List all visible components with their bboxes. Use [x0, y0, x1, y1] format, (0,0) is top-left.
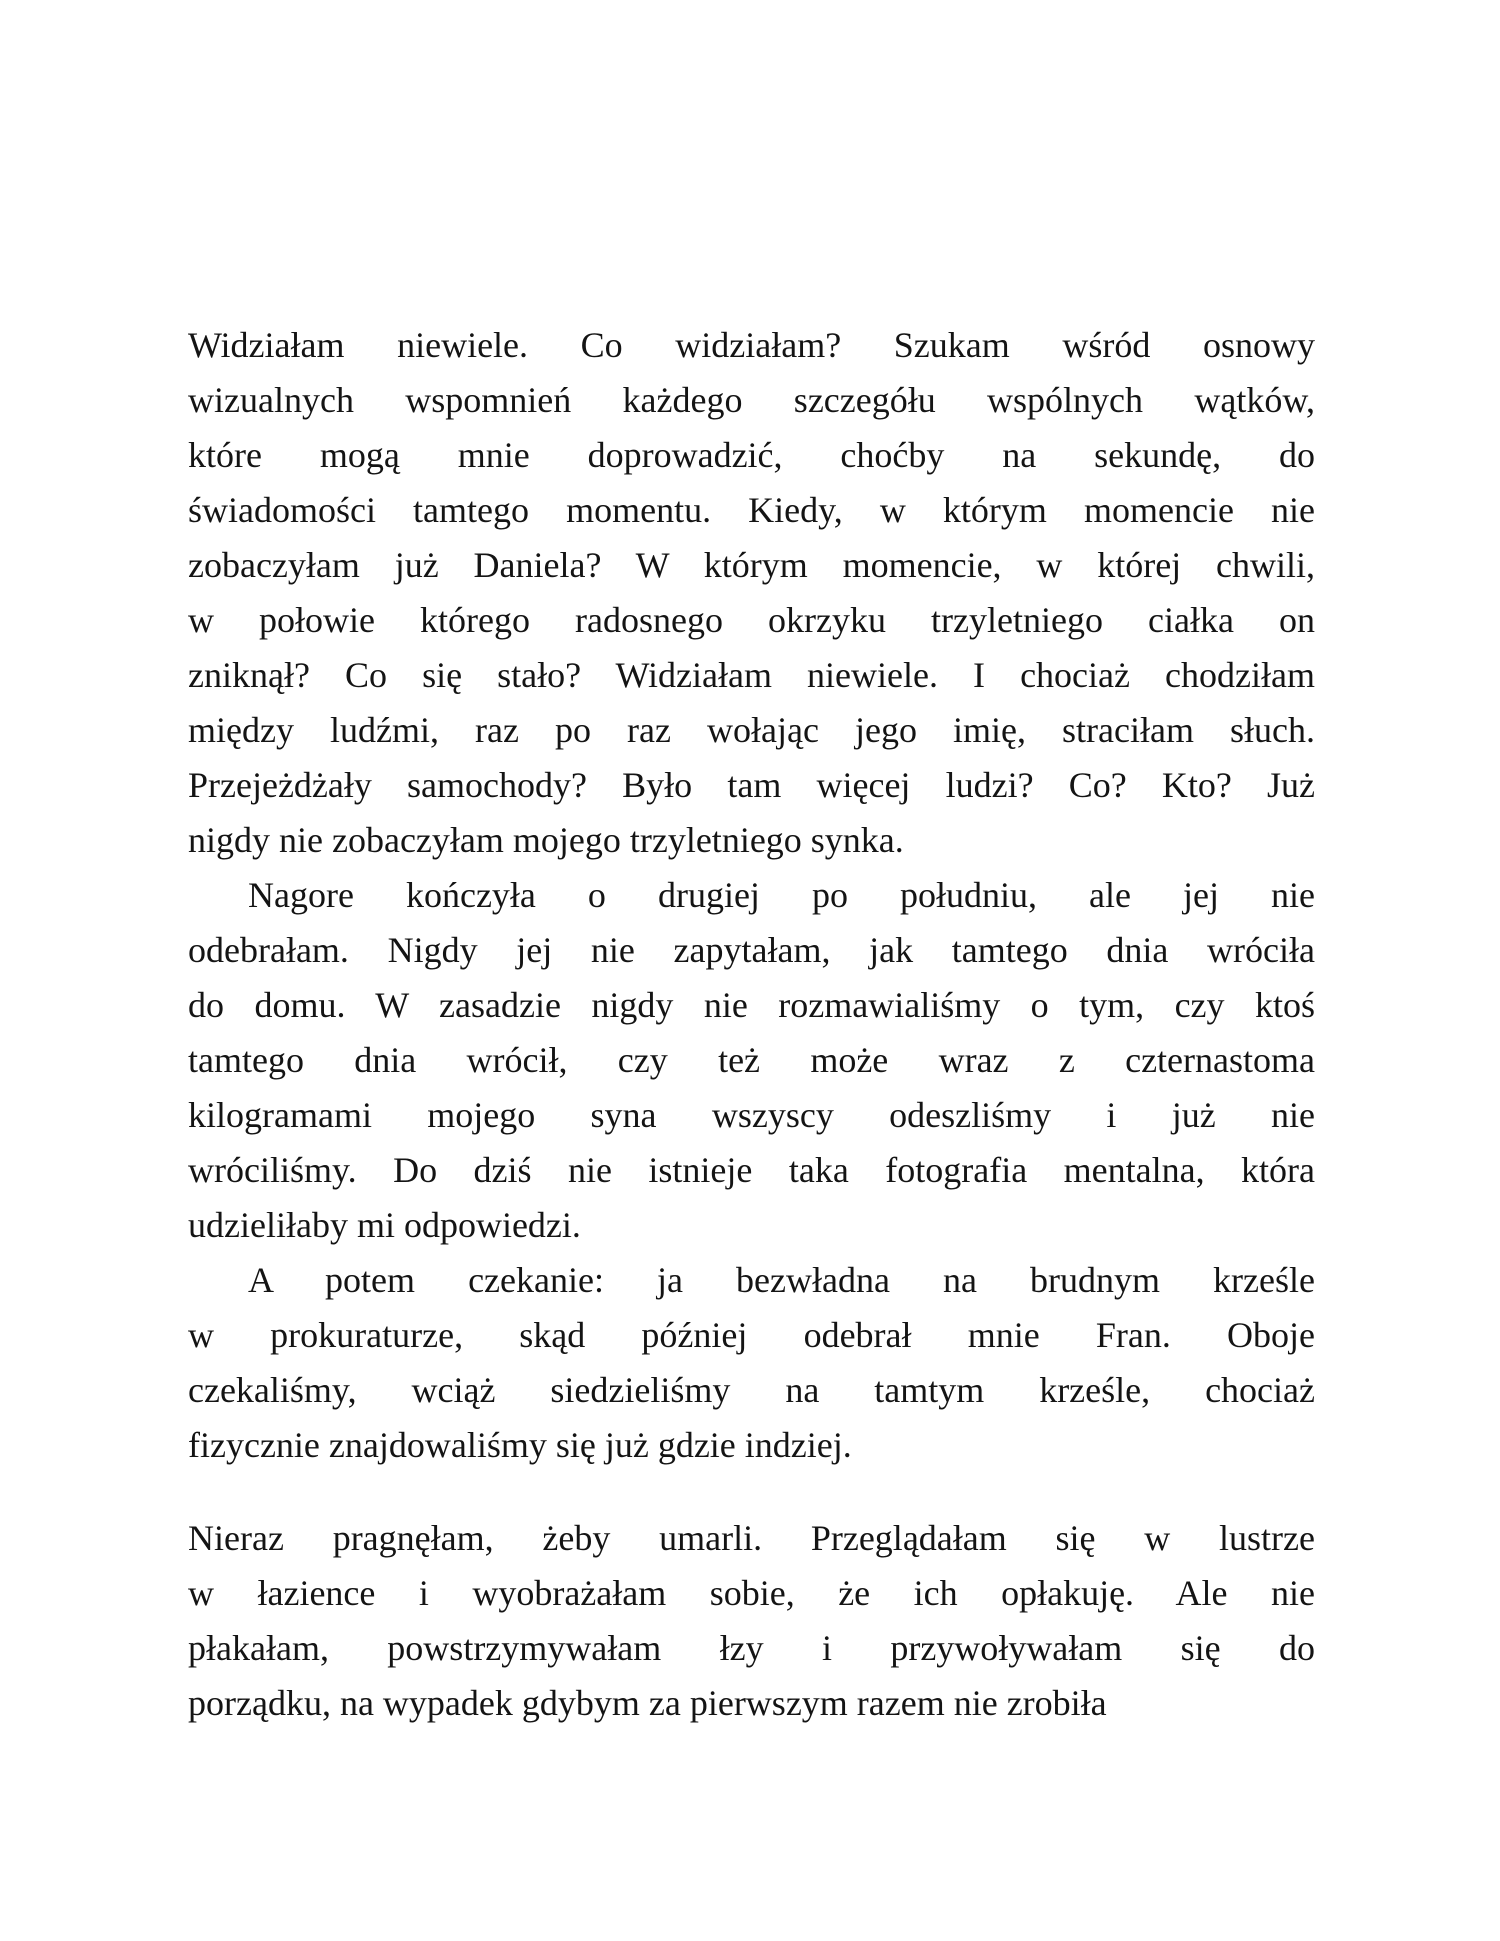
text-line: Przejeżdżały samochody? Było tam więcej ludzi? Co? Kto? Już	[188, 765, 1315, 805]
text-line: świadomości tamtego momentu. Kiedy, w którym momencie nie	[188, 490, 1315, 530]
text-line: nigdy nie zobaczyłam mojego trzyletniego synka.	[188, 820, 904, 860]
text-line: wróciliśmy. Do dziś nie istnieje taka fotografia mentalna, która	[188, 1150, 1315, 1190]
page-text	[188, 318, 1315, 1731]
text-line: Widziałam niewiele. Co widziałam? Szukam wśród osnowy	[188, 325, 1315, 365]
paragraph-1	[188, 318, 1315, 868]
text-line: między ludźmi, raz po raz wołając jego imię, straciłam słuch.	[188, 710, 1315, 750]
paragraph-2	[188, 868, 1315, 1253]
text-line: A potem czekanie: ja bezwładna na brudnym krześle	[248, 1260, 1315, 1300]
text-line: w łazience i wyobrażałam sobie, że ich opłakuję. Ale nie	[188, 1573, 1315, 1613]
text-line: które mogą mnie doprowadzić, choćby na sekundę, do	[188, 435, 1315, 475]
text-line: płakałam, powstrzymywałam łzy i przywoływałam się do	[188, 1628, 1315, 1668]
text-line: Nagore kończyła o drugiej po południu, ale jej nie	[248, 875, 1315, 915]
paragraph-3	[188, 1253, 1315, 1473]
paragraph-4	[188, 1511, 1315, 1731]
text-line: wizualnych wspomnień każdego szczegółu wspólnych wątków,	[188, 380, 1315, 420]
text-line: w prokuraturze, skąd później odebrał mnie Fran. Oboje	[188, 1315, 1315, 1355]
text-line: udzieliłaby mi odpowiedzi.	[188, 1205, 581, 1245]
text-line: kilogramami mojego syna wszyscy odeszliśmy i już nie	[188, 1095, 1315, 1135]
text-line: w połowie którego radosnego okrzyku trzyletniego ciałka on	[188, 600, 1315, 640]
text-line: czekaliśmy, wciąż siedzieliśmy na tamtym krześle, chociaż	[188, 1370, 1315, 1410]
text-line: odebrałam. Nigdy jej nie zapytałam, jak tamtego dnia wróciła	[188, 930, 1315, 970]
text-line: zobaczyłam już Daniela? W którym momencie, w której chwili,	[188, 545, 1315, 585]
text-line: zniknął? Co się stało? Widziałam niewiele. I chociaż chodziłam	[188, 655, 1315, 695]
text-line: tamtego dnia wrócił, czy też może wraz z czternastoma	[188, 1040, 1315, 1080]
text-line: fizycznie znajdowaliśmy się już gdzie indziej.	[188, 1425, 852, 1465]
text-line: Nieraz pragnęłam, żeby umarli. Przeglądałam się w lustrze	[188, 1518, 1315, 1558]
text-line: do domu. W zasadzie nigdy nie rozmawialiśmy o tym, czy ktoś	[188, 985, 1315, 1025]
text-line: porządku, na wypadek gdybym za pierwszym razem nie zrobiła	[188, 1683, 1107, 1723]
